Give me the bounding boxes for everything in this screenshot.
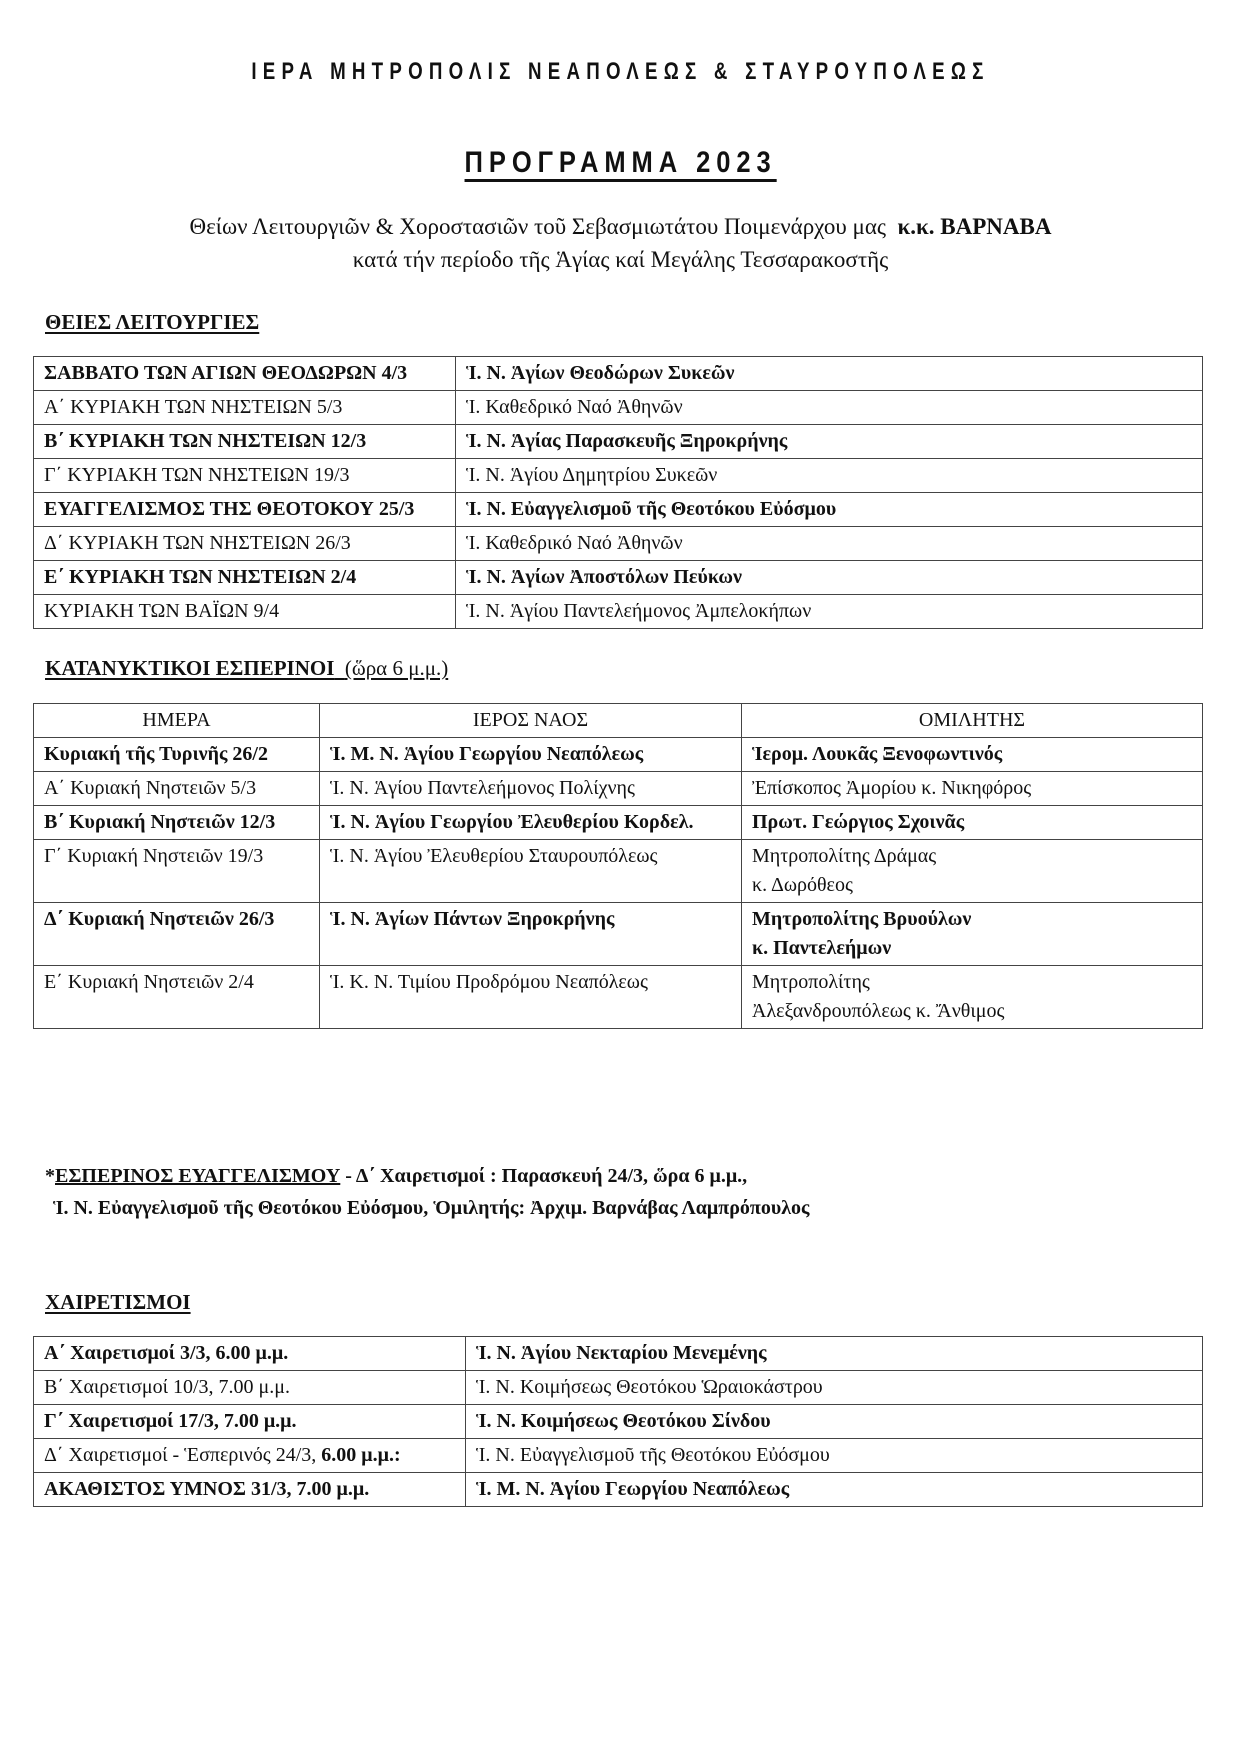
church-cell: Ἱ. Καθεδρικό Ναό Ἀθηνῶν: [456, 391, 1203, 425]
day-cell: Α΄ ΚΥΡΙΑΚΗ ΤΩΝ ΝΗΣΤΕΙΩΝ 5/3: [34, 391, 456, 425]
church-cell: Ἱ. Ν. Εὐαγγελισμοῦ τῆς Θεοτόκου Εὐόσμου: [466, 1439, 1203, 1473]
table-row: [34, 493, 1203, 527]
day-cell: Γ΄ Χαιρετισμοί 17/3, 7.00 μ.μ.: [34, 1405, 466, 1439]
day-cell: ΑΚΑΘΙΣΤΟΣ ΥΜΝΟΣ 31/3, 7.00 μ.μ.: [34, 1473, 466, 1507]
day-cell: ΣΑΒΒΑΤΟ ΤΩΝ ΑΓΙΩΝ ΘΕΟΔΩΡΩΝ 4/3: [34, 357, 456, 391]
table-row: [34, 1371, 1203, 1405]
church-cell: Ἱ. Ν. Ἁγίου Παντελεήμονος Πολίχνης: [320, 772, 742, 806]
speaker-line-2: Ἀλεξανδρουπόλεως κ. Ἄνθιμος: [752, 1000, 1005, 1022]
church-cell: Ἱ. Ν. Ἁγίας Παρασκευῆς Ξηροκρήνης: [456, 425, 1203, 459]
column-header-speaker: ΟΜΙΛΗΤΗΣ: [742, 704, 1203, 738]
day-cell: Β΄ Χαιρετισμοί 10/3, 7.00 μ.μ.: [34, 1371, 466, 1405]
day-cell: Κυριακή τῆς Τυρινῆς 26/2: [34, 738, 320, 772]
day-cell: Β΄ Κυριακή Νηστειῶν 12/3: [34, 806, 320, 840]
church-cell: Ἱ. Μ. Ν. Ἁγίου Γεωργίου Νεαπόλεως: [320, 738, 742, 772]
table-row: [34, 738, 1203, 772]
vespers-title-time: (ὥρα 6 μ.μ.): [344, 656, 449, 680]
speaker-line-1: Ἱερομ. Λουκᾶς Ξενοφωντινός: [752, 743, 1003, 765]
vespers-section-title: [45, 656, 448, 681]
day-cell: Γ΄ Κυριακή Νηστειῶν 19/3: [34, 840, 320, 903]
table-row: [34, 595, 1203, 629]
day-cell: Δ΄ Χαιρετισμοί - Ἑσπερινός 24/3, 6.00 μ.μ.:: [34, 1439, 466, 1473]
speaker-cell: [742, 738, 1203, 772]
day-cell: Γ΄ ΚΥΡΙΑΚΗ ΤΩΝ ΝΗΣΤΕΙΩΝ 19/3: [34, 459, 456, 493]
salutations-section-title: ΧΑΙΡΕΤΙΣΜΟΙ: [45, 1290, 191, 1314]
liturgies-table: [33, 356, 1203, 629]
speaker-cell: [742, 840, 1203, 903]
day-cell: Δ΄ ΚΥΡΙΑΚΗ ΤΩΝ ΝΗΣΤΕΙΩΝ 26/3: [34, 527, 456, 561]
church-cell: Ἱ. Μ. Ν. Ἁγίου Γεωργίου Νεαπόλεως: [466, 1473, 1203, 1507]
speaker-line-2: κ. Δωρόθεος: [752, 874, 853, 896]
annunciation-vespers-note: [45, 1160, 810, 1224]
note-line-2: Ἱ. Ν. Εὐαγγελισμοῦ τῆς Θεοτόκου Εὐόσμου, Ὁμιλητής: Ἀρχιμ. Βαρνάβας Λαμπρόπουλος: [53, 1197, 810, 1219]
speaker-cell: [742, 903, 1203, 966]
church-cell: Ἱ. Κ. Ν. Τιμίου Προδρόμου Νεαπόλεως: [320, 966, 742, 1029]
subtitle-line-1: [0, 210, 1241, 243]
day-cell: Α΄ Χαιρετισμοί 3/3, 6.00 μ.μ.: [34, 1337, 466, 1371]
note-line-1-rest: - Δ΄ Χαιρετισμοί : Παρασκευή 24/3, ὥρα 6 μ.μ.,: [340, 1165, 748, 1187]
church-cell: Ἱ. Ν. Ἁγίου Γεωργίου Ἐλευθερίου Κορδελ.: [320, 806, 742, 840]
column-header-day: ΗΜΕΡΑ: [34, 704, 320, 738]
table-row: [34, 391, 1203, 425]
table-row: [34, 357, 1203, 391]
page-title: [0, 146, 1241, 180]
table-row: [34, 1405, 1203, 1439]
church-cell: Ἱ. Καθεδρικό Ναό Ἀθηνῶν: [456, 527, 1203, 561]
salutations-table: [33, 1336, 1203, 1507]
church-cell: Ἱ. Ν. Ἁγίων Πάντων Ξηροκρήνης: [320, 903, 742, 966]
table-row: [34, 1473, 1203, 1507]
church-cell: Ἱ. Ν. Ἁγίου Ἐλευθερίου Σταυρουπόλεως: [320, 840, 742, 903]
speaker-line-1: Πρωτ. Γεώργιος Σχοινᾶς: [752, 811, 965, 833]
day-cell: Β΄ ΚΥΡΙΑΚΗ ΤΩΝ ΝΗΣΤΕΙΩΝ 12/3: [34, 425, 456, 459]
church-cell: Ἱ. Ν. Ἁγίων Θεοδώρων Συκεῶν: [456, 357, 1203, 391]
table-row: [34, 561, 1203, 595]
table-row: [34, 1439, 1203, 1473]
church-cell: Ἱ. Ν. Ἁγίων Ἀποστόλων Πεύκων: [456, 561, 1203, 595]
church-cell: Ἱ. Ν. Ἁγίου Δημητρίου Συκεῶν: [456, 459, 1203, 493]
day-cell: ΚΥΡΙΑΚΗ ΤΩΝ ΒΑΪΩΝ 9/4: [34, 595, 456, 629]
speaker-line-1: Ἐπίσκοπος Ἀμορίου κ. Νικηφόρος: [752, 777, 1032, 799]
church-cell: Ἱ. Ν. Κοιμήσεως Θεοτόκου Ὡραιοκάστρου: [466, 1371, 1203, 1405]
table-row: [34, 772, 1203, 806]
table-row: [34, 425, 1203, 459]
page-title-text: ΠΡΟΓΡΑΜΜΑ 2023: [464, 146, 777, 179]
note-star: *: [45, 1165, 55, 1187]
table-row: [34, 1337, 1203, 1371]
table-row: [34, 840, 1203, 903]
table-row: [34, 806, 1203, 840]
vespers-table: [33, 703, 1203, 1029]
speaker-line-1: Μητροπολίτης: [752, 971, 870, 993]
day-cell: ΕΥΑΓΓΕΛΙΣΜΟΣ ΤΗΣ ΘΕΟΤΟΚΟΥ 25/3: [34, 493, 456, 527]
vespers-title-text: ΚΑΤΑΝΥΚΤΙΚΟΙ ΕΣΠΕΡΙΝΟΙ: [45, 656, 335, 680]
church-cell: Ἱ. Ν. Κοιμήσεως Θεοτόκου Σίνδου: [466, 1405, 1203, 1439]
liturgies-section-title: ΘΕΙΕΣ ΛΕΙΤΟΥΡΓΙΕΣ: [45, 310, 260, 334]
table-row: [34, 459, 1203, 493]
table-row: [34, 903, 1203, 966]
bishop-name: κ.κ. ΒΑΡΝΑΒΑ: [897, 214, 1052, 239]
subtitle-line-2: κατά τήν περίοδο τῆς Ἁγίας καί Μεγάλης Τεσσαρακοστῆς: [352, 247, 889, 272]
table-row: [34, 966, 1203, 1029]
note-title: ΕΣΠΕΡΙΝΟΣ ΕΥΑΓΓΕΛΙΣΜΟΥ: [55, 1165, 341, 1187]
time-emphasis: 6.00 μ.μ.:: [321, 1444, 401, 1466]
day-cell: Δ΄ Κυριακή Νηστειῶν 26/3: [34, 903, 320, 966]
day-cell: Α΄ Κυριακή Νηστειῶν 5/3: [34, 772, 320, 806]
vespers-header-row: [34, 704, 1203, 738]
speaker-line-1: Μητροπολίτης Δράμας: [752, 845, 937, 867]
note-line-1: [45, 1160, 810, 1192]
speaker-cell: [742, 966, 1203, 1029]
speaker-line-2: κ. Παντελεήμων: [752, 937, 892, 959]
day-cell: Ε΄ Κυριακή Νηστειῶν 2/4: [34, 966, 320, 1029]
subtitle-text: Θείων Λειτουργιῶν & Χοροστασιῶν τοῦ Σεβασμιωτάτου Ποιμενάρχου μας: [189, 214, 887, 239]
speaker-cell: [742, 772, 1203, 806]
subtitle: [0, 210, 1241, 276]
church-cell: Ἱ. Ν. Εὐαγγελισμοῦ τῆς Θεοτόκου Εὐόσμου: [456, 493, 1203, 527]
church-cell: Ἱ. Ν. Ἁγίου Νεκταρίου Μενεμένης: [466, 1337, 1203, 1371]
column-header-church: ΙΕΡΟΣ ΝΑΟΣ: [320, 704, 742, 738]
metropolis-header: ΙΕΡΑ ΜΗΤΡΟΠΟΛΙΣ ΝΕΑΠΟΛΕΩΣ & ΣΤΑΥΡΟΥΠΟΛΕΩΣ: [251, 58, 990, 85]
church-cell: Ἱ. Ν. Ἁγίου Παντελεήμονος Ἀμπελοκήπων: [456, 595, 1203, 629]
day-cell: Ε΄ ΚΥΡΙΑΚΗ ΤΩΝ ΝΗΣΤΕΙΩΝ 2/4: [34, 561, 456, 595]
speaker-cell: [742, 806, 1203, 840]
table-row: [34, 527, 1203, 561]
speaker-line-1: Μητροπολίτης Βρυούλων: [752, 908, 972, 930]
